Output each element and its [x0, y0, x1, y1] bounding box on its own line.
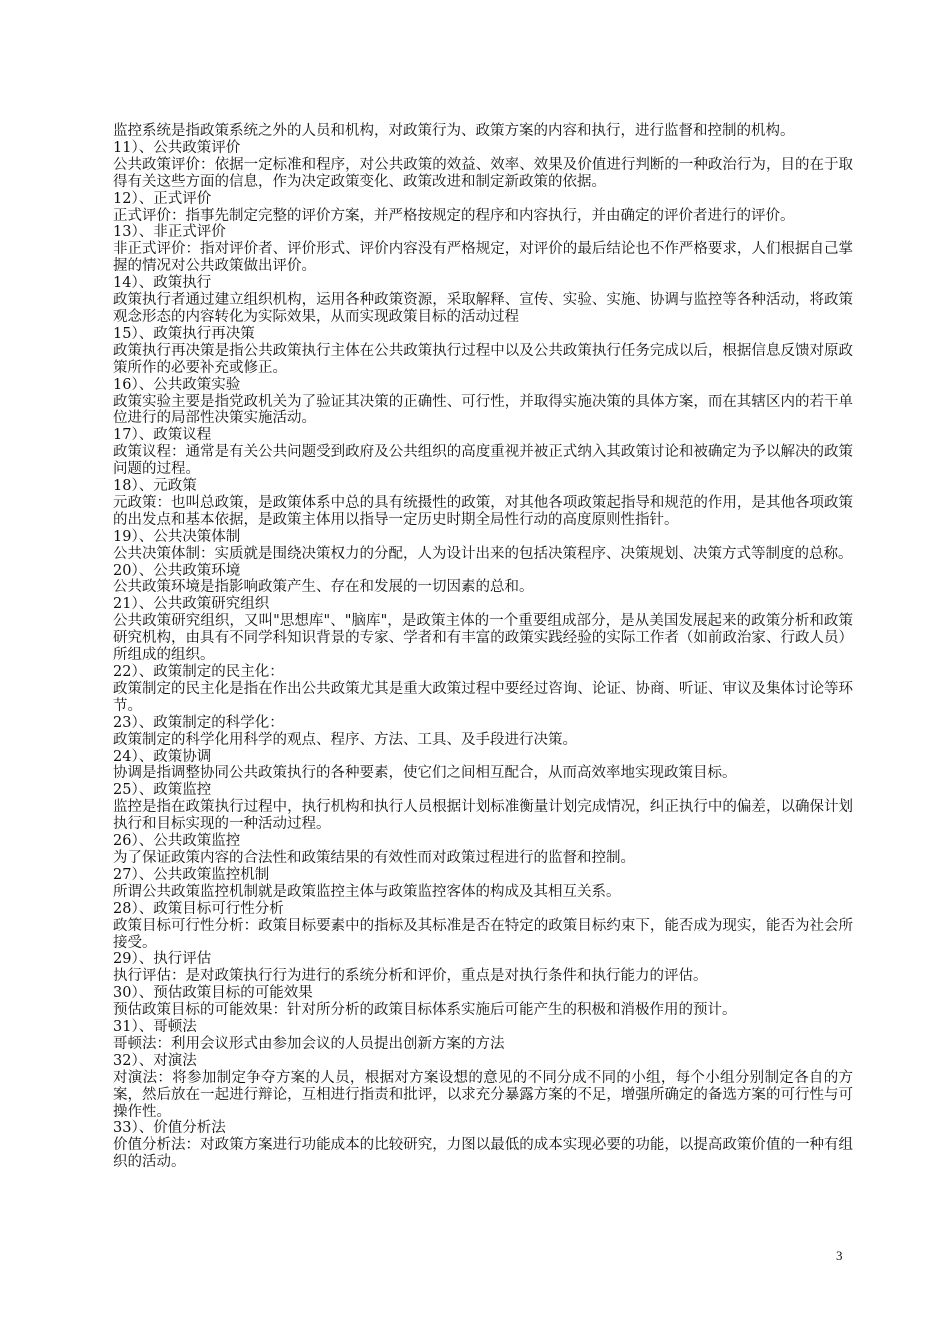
term-heading: 28）、政策目标可行性分析: [113, 900, 284, 917]
term-heading: 21）、公共政策研究组织: [113, 596, 270, 613]
term-definition: 所谓公共政策监控机制就是政策监控主体与政策监控客体的构成及其相互关系。: [113, 883, 621, 900]
term-heading: 11）、公共政策评价: [113, 139, 241, 156]
term-heading: 22）、政策制定的民主化：: [113, 664, 284, 680]
term-list: [113, 140, 853, 1171]
term-heading: 13）、非正式评价: [113, 224, 226, 241]
term-heading: 33）、价值分析法: [113, 1120, 226, 1137]
document-body: [113, 123, 853, 1171]
term-definition: 哥顿法：利用会议形式由参加会议的人员提出创新方案的方法: [113, 1035, 505, 1052]
term-heading: 16）、公共政策实验: [113, 376, 241, 393]
term-definition: 政策目标可行性分析：政策目标要素中的指标及其标准是否在特定的政策目标约束下，能否成为现实，能否为社会所接受。: [113, 917, 853, 951]
term-definition: 元政策：也叫总政策，是政策体系中总的具有统摄性的政策，对其他各项政策起指导和规范的作用，是其他各项政策的出发点和基本依据，是政策主体用以指导一定历史时期全局性行动的高度原则性指针。: [113, 494, 853, 528]
term-heading: 15）、政策执行再决策: [113, 325, 255, 342]
intro-paragraph: 监控系统是指政策系统之外的人员和机构，对政策行为、政策方案的内容和执行，进行监督和控制的机构。: [113, 123, 795, 139]
term-definition: 公共政策评价：依据一定标准和程序，对公共政策的效益、效率、效果及价值进行判断的一种政治行为，目的在于取得有关这些方面的信息，作为决定政策变化、政策改进和制定新政策的依据。: [113, 156, 853, 190]
term-definition: 政策制定的科学化用科学的观点、程序、方法、工具、及手段进行决策。: [113, 731, 577, 748]
term-definition: 预估政策目标的可能效果：针对所分析的政策目标体系实施后可能产生的积极和消极作用的预计。: [113, 1002, 737, 1019]
term-definition: 政策执行再决策是指公共政策执行主体在公共政策执行过程中以及公共政策执行任务完成以后，根据信息反馈对原政策所作的必要补充或修正。: [113, 342, 853, 376]
term-definition: 公共政策环境是指影响政策产生、存在和发展的一切因素的总和。: [113, 579, 534, 596]
term-heading: 12）、正式评价: [113, 190, 212, 207]
term-definition: 公共决策体制：实质就是围绕决策权力的分配，人为设计出来的包括决策程序、决策规划、决策方式等制度的总称。: [113, 545, 853, 562]
term-heading: 29）、执行评估: [113, 951, 212, 968]
term-definition: 公共政策研究组织，又叫"思想库"、"脑库"，是政策主体的一个重要组成部分，是从美国发展起来的政策分析和政策研究机构，由具有不同学科知识背景的专家、学者和有丰富的政策实践经验的实际工作者（如前政治家、行政人员）所组成的组织。: [113, 613, 853, 664]
term-definition: 非正式评价：指对评价者、评价形式、评价内容没有严格规定，对评价的最后结论也不作严格要求，人们根据自己掌握的情况对公共政策做出评价。: [113, 241, 853, 275]
term-definition: 执行评估：是对政策执行行为进行的系统分析和评价，重点是对执行条件和执行能力的评估。: [113, 968, 708, 985]
term-definition: 对演法：将参加制定争夺方案的人员，根据对方案设想的意见的不同分成不同的小组，每个小组分别制定各自的方案，然后放在一起进行辩论，互相进行指责和批评，以求充分暴露方案的不足，增强所确定的备选方案的可行性与可操作性。: [113, 1069, 853, 1120]
term-definition: 价值分析法：对政策方案进行功能成本的比较研究，力图以最低的成本实现必要的功能，以提高政策价值的一种有组织的活动。: [113, 1137, 853, 1171]
term-heading: 17）、政策议程: [113, 427, 212, 444]
term-heading: 32）、对演法: [113, 1052, 197, 1069]
term-definition: 为了保证政策内容的合法性和政策结果的有效性而对政策过程进行的监督和控制。: [113, 849, 635, 866]
term-definition: 正式评价：指事先制定完整的评价方案，并严格按规定的程序和内容执行，并由确定的评价者进行的评价。: [113, 207, 795, 224]
term-heading: 25）、政策监控: [113, 782, 212, 799]
term-definition: 政策执行者通过建立组织机构，运用各种政策资源，采取解释、宣传、实验、实施、协调与监控等各种活动，将政策观念形态的内容转化为实际效果，从而实现政策目标的活动过程: [113, 292, 853, 325]
term-definition: 政策议程：通常是有关公共问题受到政府及公共组织的高度重视并被正式纳入其政策讨论和被确定为予以解决的政策问题的过程。: [113, 444, 853, 478]
term-heading: 31）、哥顿法: [113, 1019, 197, 1036]
term-definition: 政策实验主要是指党政机关为了验证其决策的正确性、可行性，并取得实施决策的具体方案，而在其辖区内的若干单位进行的局部性决策实施活动。: [113, 393, 853, 427]
term-heading: 24）、政策协调: [113, 748, 212, 765]
term-heading: 27）、公共政策监控机制: [113, 866, 270, 883]
term-heading: 14）、政策执行: [113, 275, 212, 292]
term-heading: 19）、公共决策体制: [113, 528, 241, 545]
term-heading: 23）、政策制定的科学化：: [113, 714, 284, 731]
term-heading: 26）、公共政策监控: [113, 833, 241, 850]
term-definition: 协调是指调整协同公共政策执行的各种要素，使它们之间相互配合，从而高效率地实现政策目标。: [113, 765, 737, 782]
term-definition: 政策制定的民主化是指在作出公共政策尤其是重大政策过程中要经过咨询、论证、协商、听证、审议及集体讨论等环节。: [113, 680, 853, 714]
term-definition: 监控是指在政策执行过程中，执行机构和执行人员根据计划标准衡量计划完成情况，纠正执行中的偏差，以确保计划执行和目标实现的一种活动过程。: [113, 799, 853, 833]
term-heading: 18）、元政策: [113, 478, 197, 495]
page-number: 3: [836, 1248, 843, 1263]
term-heading: 20）、公共政策环境: [113, 562, 241, 579]
term-heading: 30）、预估政策目标的可能效果: [113, 985, 313, 1002]
